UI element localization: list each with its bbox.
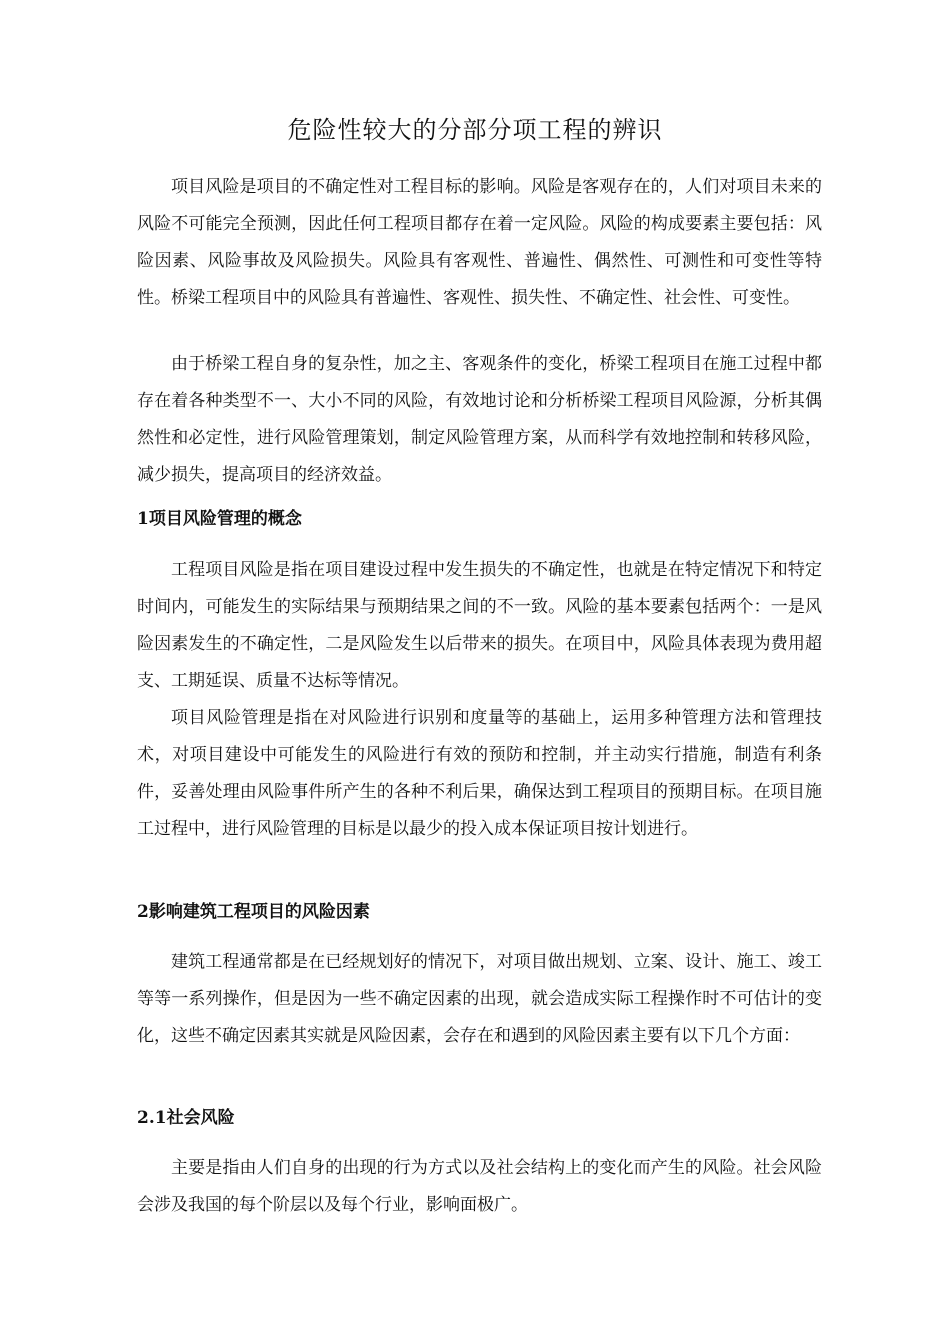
paragraph-engineering-risk-definition: 工程项目风险是指在项目建设过程中发生损失的不确定性，也就是在特定情况下和特定时间内，可能发生的实际结果与预期结果之间的不一致。风险的基本要素包括两个：一是风险因素发生的不确定性，二是风险发生以后带来的损失。在项目中，风险具体表现为费用超支、工期延误、质量不达标等情况。 [137,560,822,691]
paragraph-social-risk: 主要是指由人们自身的出现的行为方式以及社会结构上的变化而产生的风险。社会风险会涉及我国的每个阶层以及每个行业，影响面极广。 [137,1158,822,1215]
document-title: 危险性较大的分部分项工程的辨识 [287,116,663,144]
paragraph-risk-factors-intro: 建筑工程通常都是在已经规划好的情况下，对项目做出规划、立案、设计、施工、竣工等等一系列操作，但是因为一些不确定因素的出现，就会造成实际工程操作时不可估计的变化，这些不确定因素其实就是风险因素，会存在和遇到的风险因素主要有以下几个方面： [137,952,822,1046]
heading-social-risk: 2.1社会风险 [137,1108,235,1128]
heading-risk-management-concept: 1项目风险管理的概念 [137,509,302,529]
paragraph-project-risk-intro: 项目风险是项目的不确定性对工程目标的影响。风险是客观存在的，人们对项目未来的风险不可能完全预测，因此任何工程项目都存在着一定风险。风险的构成要素主要包括：风险因素、风险事故及风险损失。风险具有客观性、普遍性、偶然性、可测性和可变性等特性。桥梁工程项目中的风险具有普遍性、客观性、损失性、不确定性、社会性、可变性。 [137,177,822,308]
paragraph-bridge-risk: 由于桥梁工程自身的复杂性，加之主、客观条件的变化，桥梁工程项目在施工过程中都存在着各种类型不一、大小不同的风险，有效地讨论和分析桥梁工程项目风险源，分析其偶然性和必定性，进行风险管理策划，制定风险管理方案，从而科学有效地控制和转移风险，减少损失，提高项目的经济效益。 [137,354,822,485]
heading-risk-factors: 2影响建筑工程项目的风险因素 [137,902,370,922]
paragraph-risk-management-definition: 项目风险管理是指在对风险进行识别和度量等的基础上，运用多种管理方法和管理技术，对项目建设中可能发生的风险进行有效的预防和控制，并主动实行措施，制造有利条件，妥善处理由风险事件所产生的各种不利后果，确保达到工程项目的预期目标。在项目施工过程中，进行风险管理的目标是以最少的投入成本保证项目按计划进行。 [137,708,822,839]
